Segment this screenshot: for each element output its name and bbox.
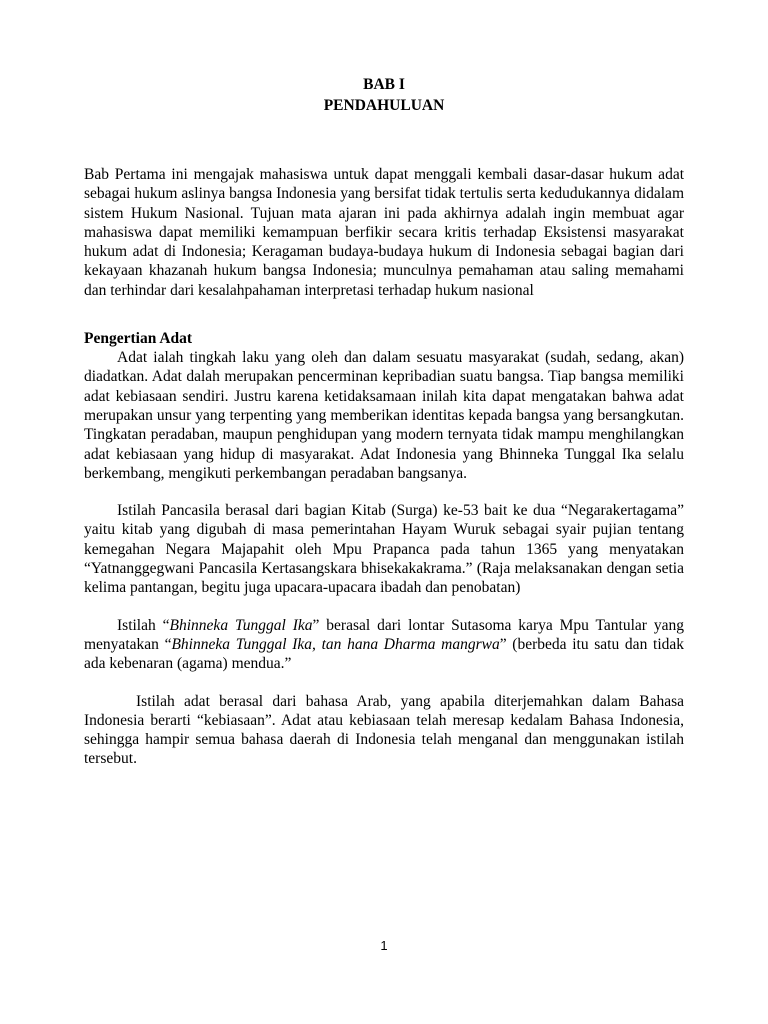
body-paragraph-adat: Adat ialah tingkah laku yang oleh dan dalam sesuatu masyarakat (sudah, sedang, akan) diadatkan. Adat dalah merupakan pencerminan kepribadian suatu bangsa. Tiap bangsa memiliki adat kebiasaan sendiri. Justru karena ketidaksamaan inilah kita dapat mengatakan bahwa adat merupakan unsur yang terpenting yang memberikan identitas kepada bangsa yang bersangkutan. Tingkatan peradaban, maupun penghidupan yang modern ternyata tidak mampu menghilangkan adat kebiasaan yang hidup di masyarakat. Adat Indonesia yang Bhinneka Tunggal Ika selalu berkembang, mengikuti perkembangan peradaban bangsanya. xyxy=(84,349,684,482)
text-segment: ” (berbeda itu satu dan tidak ada kebenaran (agama) mendua.” xyxy=(84,635,685,673)
text-segment: Istilah “ xyxy=(117,616,170,634)
page-number: 1 xyxy=(380,938,388,953)
body-paragraph-pancasila: Istilah Pancasila berasal dari bagian Kitab (Surga) ke-53 bait ke dua “Negarakertagama” yaitu kitab yang digubah di masa pemerintahan Hayam Wuruk sebagai syair pujian tentang kemegahan Negara Majapahit oleh Mpu Prapanca pada tahun 1365 yang menyatakan “Yatnanggegwani Pancasila Kertasangskara bhisekakakrama.” (Raja melaksanakan dengan setia kelima pantangan, begitu juga upacara-upacara ibadah dan penobatan) xyxy=(84,502,684,597)
body-paragraph-bhinneka xyxy=(84,616,684,674)
body-paragraph-istilah-adat: Istilah adat berasal dari bahasa Arab, yang apabila diterjemahkan dalam Bahasa Indonesia berarti “kebiasaan”. Adat atau kebiasaan telah meresap kedalam Bahasa Indonesia, sehingga hampir semua bahasa daerah di Indonesia telah menganal dan menggunakan istilah tersebut. xyxy=(84,692,684,768)
italic-quote: Bhinneka Tunggal Ika, tan hana Dharma mangrwa xyxy=(171,635,500,653)
chapter-title: PENDAHULUAN xyxy=(323,97,445,114)
section-heading: Pengertian Adat xyxy=(84,330,193,348)
italic-term: Bhinneka Tunggal Ika xyxy=(169,616,313,634)
intro-paragraph: Bab Pertama ini mengajak mahasiswa untuk dapat menggali kembali dasar-dasar hukum adat sebagai hukum aslinya bangsa Indonesia yang bersifat tidak tertulis serta kedudukannya didalam sistem Hukum Nasional. Tujuan mata ajaran ini pada akhirnya adalah ingin membuat agar mahasiswa dapat memiliki kemampuan berfikir secara kritis terhadap Eksistensi masyarakat hukum adat di Indonesia; Keragaman budaya-budaya hukum di Indonesia sebagai bagian dari kekayaan khazanah hukum bangsa Indonesia; munculnya pemahaman atau saling memahami dan terhindar dari kesalahpahaman interpretasi terhadap hukum nasional xyxy=(84,166,684,299)
text-segment: ” berasal dari lontar Sutasoma karya Mpu Tantular yang menyatakan “ xyxy=(84,616,684,653)
chapter-number: BAB I xyxy=(363,76,405,93)
